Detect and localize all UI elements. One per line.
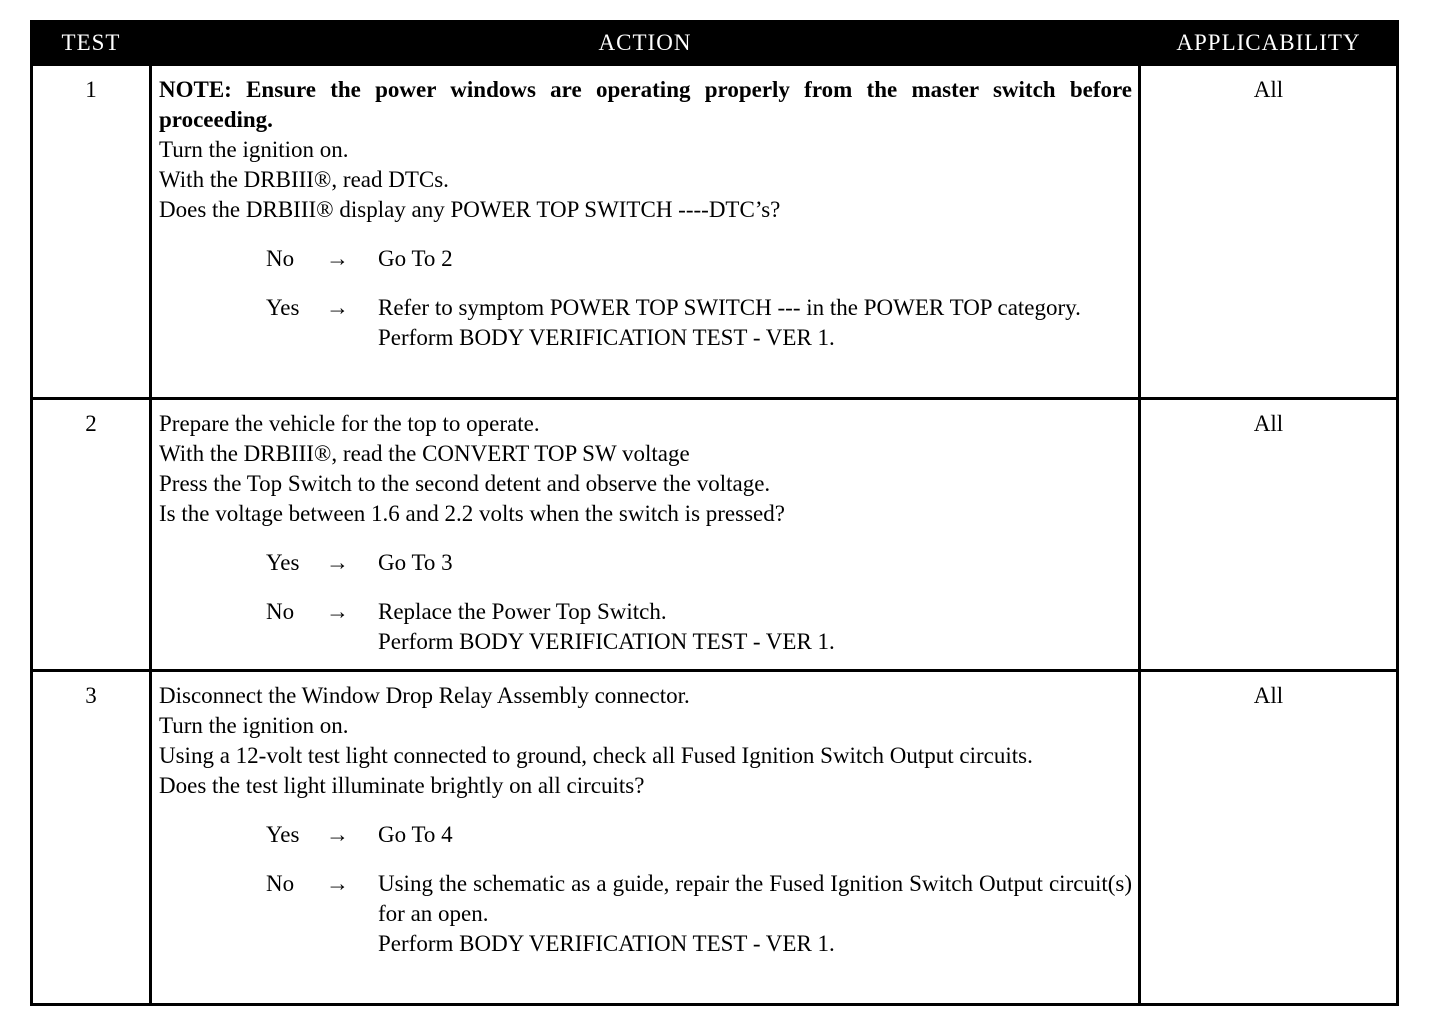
right-arrow-icon: → [326,550,349,575]
right-arrow-icon: → [326,599,349,624]
branch-result-line: Perform BODY VERIFICATION TEST - VER 1. [378,629,835,654]
branch-result-line: Using the schematic as a guide, repair the Fused Ignition Switch Output circuit(s) for an open. [378,871,1132,926]
branch-answer: Yes [266,295,300,320]
test-number: 1 [32,65,151,399]
header-action: ACTION [151,22,1140,65]
diagnostic-procedure-table-container [30,20,1396,1006]
branch-result-line: Replace the Power Top Switch. [378,599,667,624]
branch-answer: Yes [266,822,300,847]
action-line: Press the Top Switch to the second detent and observe the voltage. [159,471,771,496]
branch-no [159,869,1132,959]
action-line: Prepare the vehicle for the top to operate. [159,411,540,436]
branch-answer: No [266,871,295,896]
branch-answer: No [266,246,295,271]
note-text: NOTE: Ensure the power windows are operating properly from the master switch before proceeding. [159,77,1132,132]
branch-yes [159,293,1132,353]
action-cell [151,399,1140,671]
branch-no [159,597,1132,657]
branch-no [159,244,1132,274]
header-applicability: APPLICABILITY [1140,22,1398,65]
branch-result-line: Perform BODY VERIFICATION TEST - VER 1. [378,931,835,956]
right-arrow-icon: → [326,822,349,847]
branch-result-line: Go To 2 [378,246,453,271]
action-line: With the DRBIII®, read the CONVERT TOP SW voltage [159,441,690,466]
action-cell [151,671,1140,1005]
branch-answer: No [266,599,295,624]
branch-yes [159,548,1132,578]
branch-result [378,548,1132,578]
branch-result-line: Perform BODY VERIFICATION TEST - VER 1. [378,325,835,350]
branch-result [378,869,1132,959]
action-line: Using a 12-volt test light connected to ground, check all Fused Ignition Switch Output circuits. [159,743,1033,768]
applicability-value: All [1140,65,1398,399]
branch-result [378,244,1132,274]
action-line: With the DRBIII®, read DTCs. [159,167,449,192]
applicability-value: All [1140,671,1398,1005]
branch-result-line: Refer to symptom POWER TOP SWITCH --- in the POWER TOP category. [378,295,1081,320]
branch-answer: Yes [266,550,300,575]
right-arrow-icon: → [326,246,349,271]
header-test: TEST [32,22,151,65]
right-arrow-icon: → [326,871,349,896]
action-line: Turn the ignition on. [159,137,349,162]
action-cell [151,65,1140,399]
table-header-row [32,22,1398,65]
action-line: Turn the ignition on. [159,713,349,738]
table-row [32,671,1398,1005]
branch-result-line: Go To 3 [378,550,453,575]
test-number: 3 [32,671,151,1005]
branch-result [378,820,1132,850]
action-line: Does the test light illuminate brightly on all circuits? [159,773,645,798]
branch-result [378,293,1132,353]
applicability-value: All [1140,399,1398,671]
branch-yes [159,820,1132,850]
branch-result-line: Go To 4 [378,822,453,847]
test-number: 2 [32,399,151,671]
right-arrow-icon: → [326,295,349,320]
table-row [32,65,1398,399]
action-line: Is the voltage between 1.6 and 2.2 volts when the switch is pressed? [159,501,785,526]
branch-result [378,597,1132,657]
table-row [32,399,1398,671]
diagnostic-procedure-table [30,20,1399,1006]
action-line: Does the DRBIII® display any POWER TOP SWITCH ----DTC’s? [159,197,781,222]
action-line: Disconnect the Window Drop Relay Assembly connector. [159,683,690,708]
